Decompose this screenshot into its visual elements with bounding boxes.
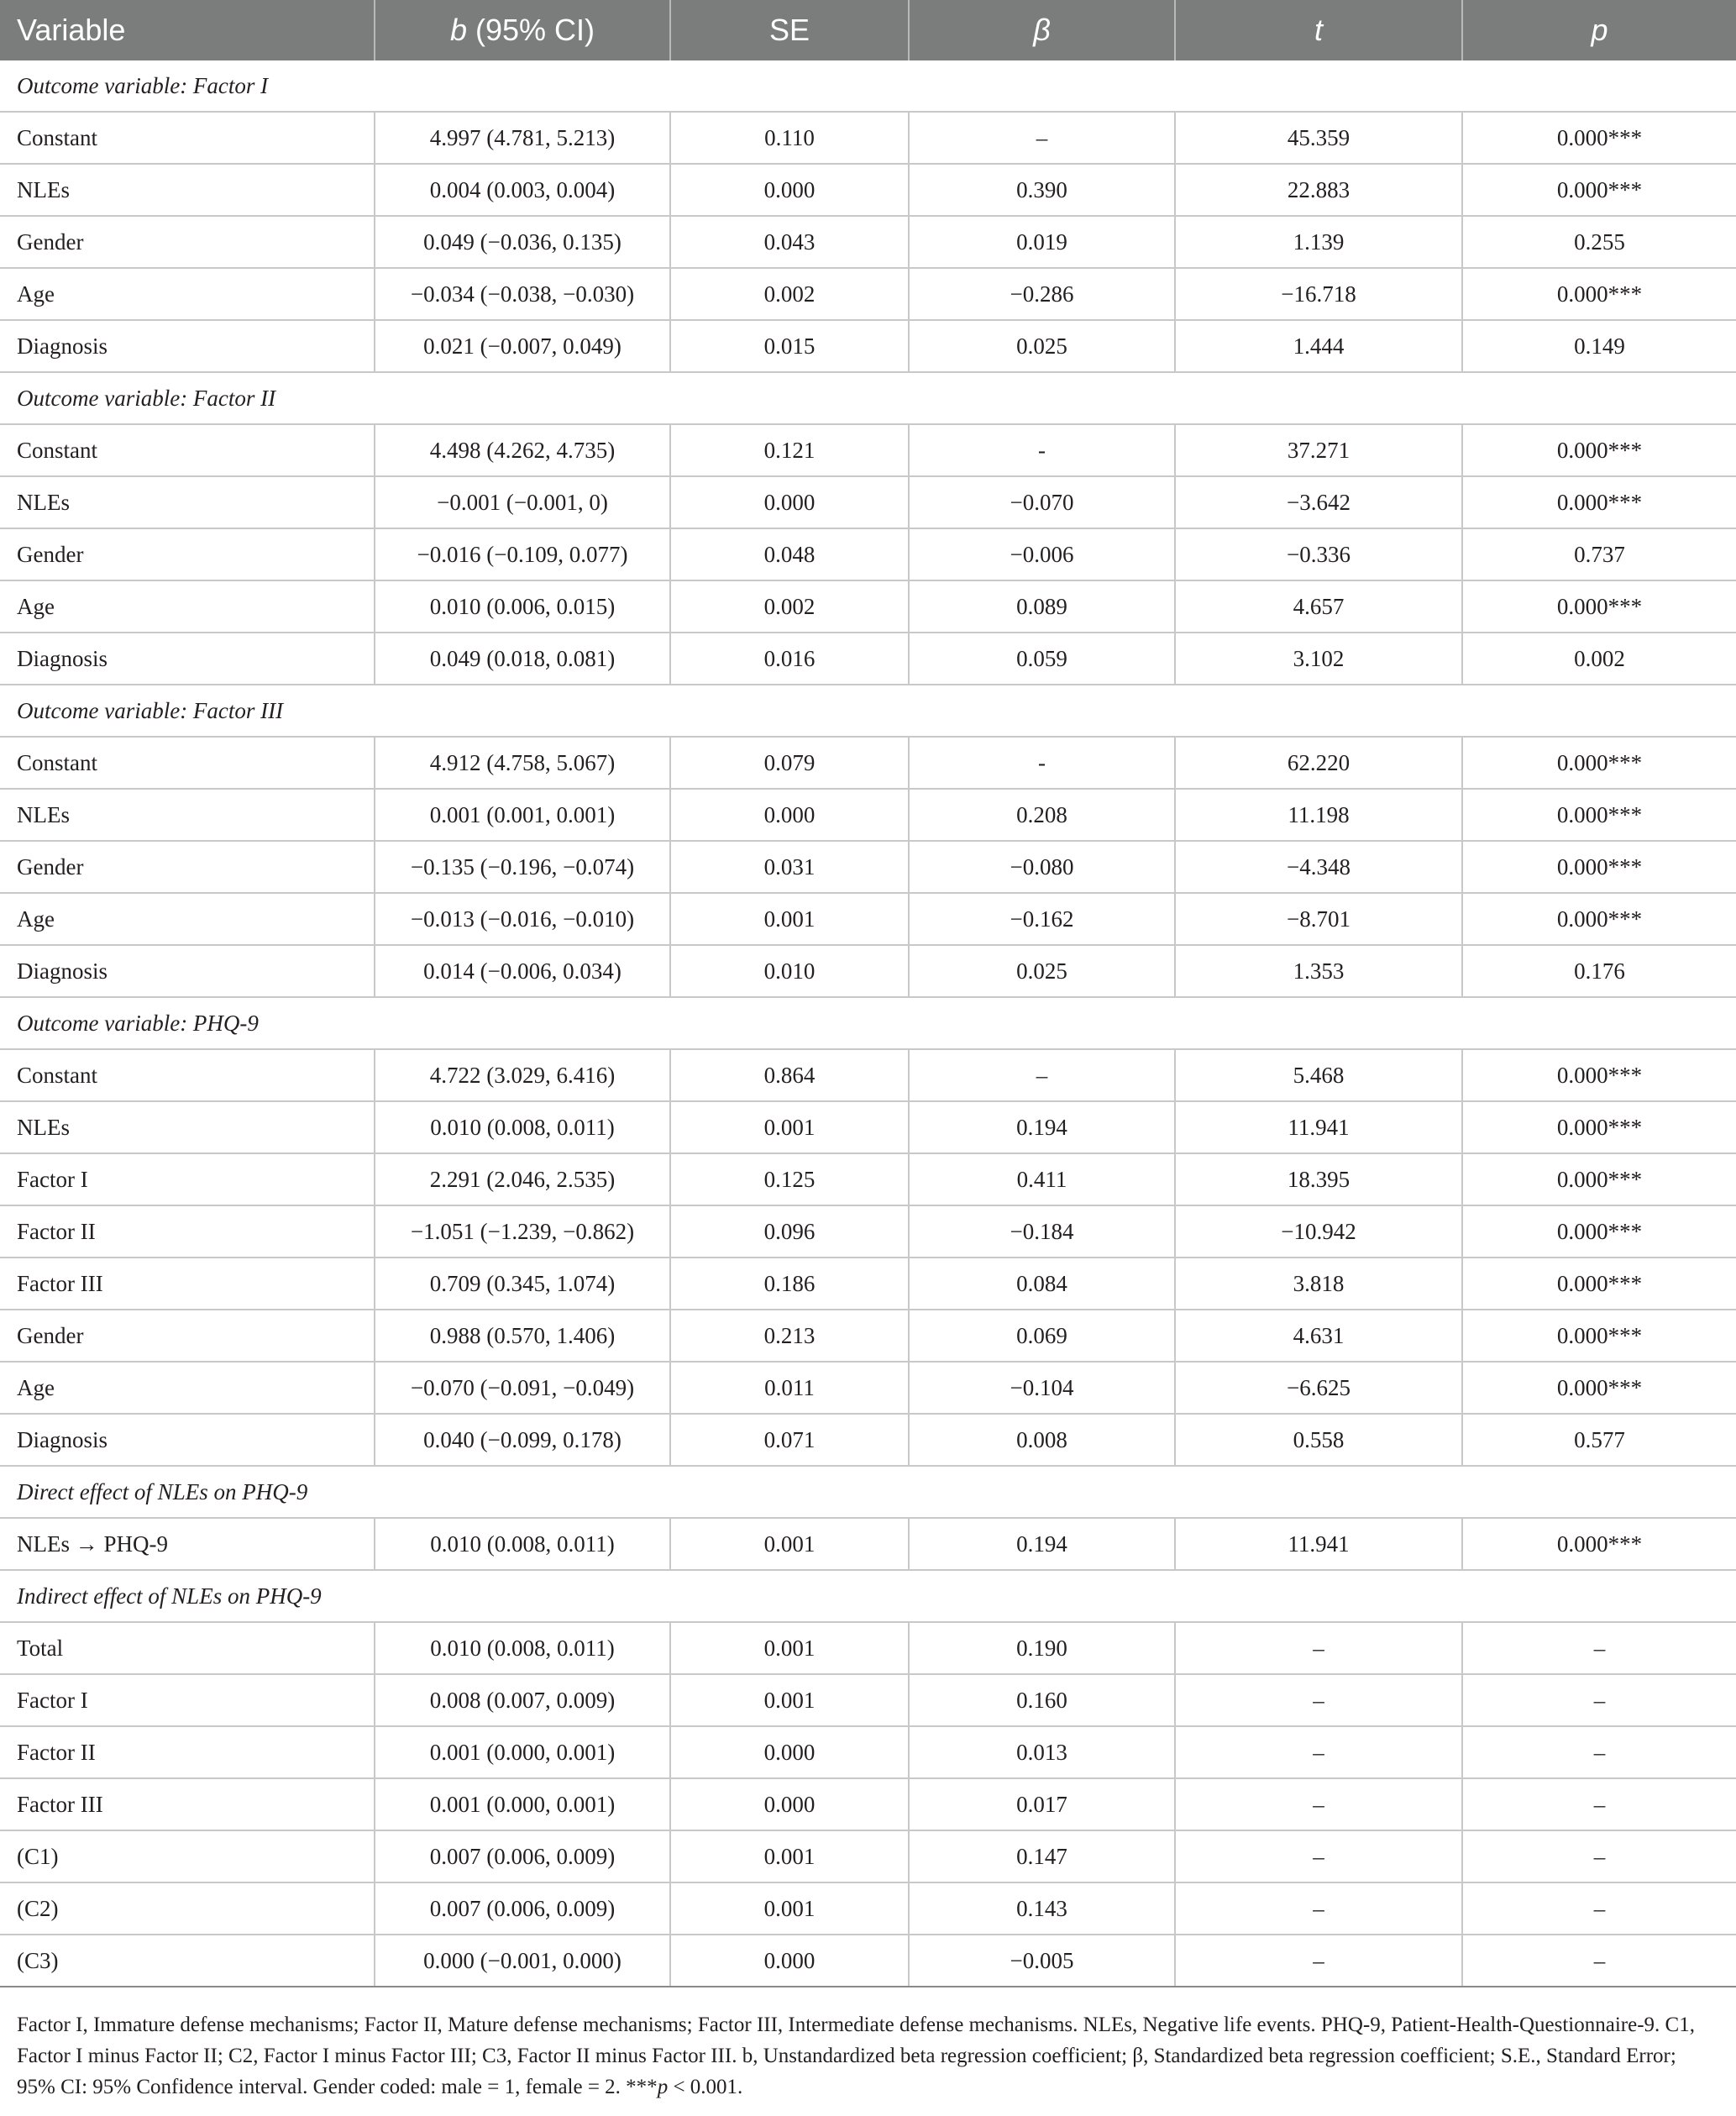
se-cell: 0.001 <box>670 1882 909 1935</box>
b-ci-cell: 0.049 (−0.036, 0.135) <box>375 216 670 268</box>
variable-cell: (C2) <box>0 1882 375 1935</box>
p-cell: – <box>1462 1830 1736 1882</box>
variable-cell: Age <box>0 1362 375 1414</box>
table-row <box>0 1674 1736 1726</box>
p-cell: 0.577 <box>1462 1414 1736 1466</box>
se-cell: 0.010 <box>670 945 909 997</box>
p-cell: 0.002 <box>1462 633 1736 685</box>
b-ci-cell: 0.004 (0.003, 0.004) <box>375 164 670 216</box>
se-cell: 0.213 <box>670 1310 909 1362</box>
table-row <box>0 1310 1736 1362</box>
b-ci-cell: 0.040 (−0.099, 0.178) <box>375 1414 670 1466</box>
section-row <box>0 60 1736 112</box>
p-cell: 0.000*** <box>1462 112 1736 164</box>
se-cell: 0.043 <box>670 216 909 268</box>
p-cell: – <box>1462 1674 1736 1726</box>
beta-cell: −0.162 <box>909 893 1175 945</box>
variable-cell: Factor II <box>0 1726 375 1778</box>
section-heading: Indirect effect of NLEs on PHQ-9 <box>0 1570 1736 1622</box>
beta-cell: 0.025 <box>909 945 1175 997</box>
beta-cell: 0.084 <box>909 1258 1175 1310</box>
beta-cell: 0.160 <box>909 1674 1175 1726</box>
variable-cell: Diagnosis <box>0 945 375 997</box>
table-row <box>0 476 1736 528</box>
table-row <box>0 216 1736 268</box>
t-cell: – <box>1175 1830 1462 1882</box>
header-p <box>1462 0 1736 60</box>
table-row <box>0 1830 1736 1882</box>
p-cell: 0.000*** <box>1462 164 1736 216</box>
table-row <box>0 1935 1736 1987</box>
beta-cell: 0.069 <box>909 1310 1175 1362</box>
se-cell: 0.011 <box>670 1362 909 1414</box>
table-row <box>0 424 1736 476</box>
b-ci-cell: 0.008 (0.007, 0.009) <box>375 1674 670 1726</box>
beta-cell: 0.089 <box>909 580 1175 633</box>
variable-cell: NLEs <box>0 789 375 841</box>
beta-cell: 0.019 <box>909 216 1175 268</box>
table-row <box>0 789 1736 841</box>
variable-cell: NLEs <box>0 476 375 528</box>
b-ci-cell: 0.001 (0.000, 0.001) <box>375 1778 670 1830</box>
table-row <box>0 1518 1736 1570</box>
t-cell: 18.395 <box>1175 1153 1462 1205</box>
se-cell: 0.001 <box>670 893 909 945</box>
variable-cell: Factor III <box>0 1258 375 1310</box>
section-row <box>0 685 1736 737</box>
variable-cell: Constant <box>0 737 375 789</box>
beta-cell: −0.006 <box>909 528 1175 580</box>
b-ci-cell: 0.988 (0.570, 1.406) <box>375 1310 670 1362</box>
table-row <box>0 1414 1736 1466</box>
table-row <box>0 1362 1736 1414</box>
variable-cell: Constant <box>0 1049 375 1101</box>
b-ci-cell: 0.001 (0.001, 0.001) <box>375 789 670 841</box>
variable-cell: Factor I <box>0 1153 375 1205</box>
se-cell: 0.121 <box>670 424 909 476</box>
table-footnote <box>17 2009 1713 2103</box>
variable-cell: Total <box>0 1622 375 1674</box>
variable-cell: Gender <box>0 1310 375 1362</box>
variable-cell: Gender <box>0 216 375 268</box>
header-b-suffix: (95% CI) <box>466 13 595 47</box>
se-cell: 0.110 <box>670 112 909 164</box>
table-header <box>0 0 1736 60</box>
se-cell: 0.001 <box>670 1622 909 1674</box>
b-ci-cell: −0.070 (−0.091, −0.049) <box>375 1362 670 1414</box>
footnote-p-letter: p <box>657 2076 669 2098</box>
table-body <box>0 60 1736 1987</box>
beta-cell: 0.390 <box>909 164 1175 216</box>
t-cell: 11.941 <box>1175 1518 1462 1570</box>
b-ci-cell: −0.135 (−0.196, −0.074) <box>375 841 670 893</box>
se-cell: 0.048 <box>670 528 909 580</box>
t-cell: −0.336 <box>1175 528 1462 580</box>
p-cell: 0.000*** <box>1462 424 1736 476</box>
se-cell: 0.000 <box>670 476 909 528</box>
p-cell: 0.737 <box>1462 528 1736 580</box>
table-row <box>0 633 1736 685</box>
p-cell: 0.000*** <box>1462 1518 1736 1570</box>
t-cell: −6.625 <box>1175 1362 1462 1414</box>
beta-cell: −0.286 <box>909 268 1175 320</box>
variable-cell: NLEs <box>0 164 375 216</box>
beta-cell: 0.208 <box>909 789 1175 841</box>
table-row <box>0 1101 1736 1153</box>
b-ci-cell: 0.007 (0.006, 0.009) <box>375 1830 670 1882</box>
header-variable: Variable <box>0 0 375 60</box>
variable-cell: (C3) <box>0 1935 375 1987</box>
p-cell: 0.000*** <box>1462 476 1736 528</box>
section-heading: Outcome variable: Factor III <box>0 685 1736 737</box>
t-cell: 0.558 <box>1175 1414 1462 1466</box>
t-cell: – <box>1175 1726 1462 1778</box>
beta-cell: 0.190 <box>909 1622 1175 1674</box>
table-row <box>0 893 1736 945</box>
p-cell: 0.000*** <box>1462 1205 1736 1258</box>
beta-cell: 0.059 <box>909 633 1175 685</box>
variable-cell: Constant <box>0 424 375 476</box>
variable-cell: Factor II <box>0 1205 375 1258</box>
t-cell: −10.942 <box>1175 1205 1462 1258</box>
beta-cell: - <box>909 737 1175 789</box>
table-row <box>0 737 1736 789</box>
t-cell: 5.468 <box>1175 1049 1462 1101</box>
t-cell: 22.883 <box>1175 164 1462 216</box>
b-ci-cell: 4.722 (3.029, 6.416) <box>375 1049 670 1101</box>
t-cell: 37.271 <box>1175 424 1462 476</box>
beta-cell: −0.080 <box>909 841 1175 893</box>
beta-cell: 0.025 <box>909 320 1175 372</box>
p-cell: 0.000*** <box>1462 1153 1736 1205</box>
table-row <box>0 164 1736 216</box>
beta-cell: 0.194 <box>909 1101 1175 1153</box>
b-ci-cell: 0.001 (0.000, 0.001) <box>375 1726 670 1778</box>
section-heading: Outcome variable: Factor I <box>0 60 1736 112</box>
b-ci-cell: 0.010 (0.006, 0.015) <box>375 580 670 633</box>
p-cell: – <box>1462 1778 1736 1830</box>
section-row <box>0 1570 1736 1622</box>
table-row <box>0 945 1736 997</box>
se-cell: 0.016 <box>670 633 909 685</box>
header-beta-symbol: β <box>1033 13 1051 47</box>
beta-cell: 0.008 <box>909 1414 1175 1466</box>
beta-cell: 0.411 <box>909 1153 1175 1205</box>
b-ci-cell: 4.912 (4.758, 5.067) <box>375 737 670 789</box>
section-row <box>0 1466 1736 1518</box>
se-cell: 0.000 <box>670 164 909 216</box>
beta-cell: −0.005 <box>909 1935 1175 1987</box>
p-cell: 0.000*** <box>1462 1258 1736 1310</box>
beta-cell: – <box>909 112 1175 164</box>
t-cell: – <box>1175 1674 1462 1726</box>
b-ci-cell: 0.010 (0.008, 0.011) <box>375 1518 670 1570</box>
beta-cell: 0.013 <box>909 1726 1175 1778</box>
b-ci-cell: 0.049 (0.018, 0.081) <box>375 633 670 685</box>
variable-cell: NLEs <box>0 1101 375 1153</box>
header-t <box>1175 0 1462 60</box>
p-cell: 0.000*** <box>1462 893 1736 945</box>
beta-cell: – <box>909 1049 1175 1101</box>
p-cell: 0.255 <box>1462 216 1736 268</box>
se-cell: 0.071 <box>670 1414 909 1466</box>
table-row <box>0 1205 1736 1258</box>
t-cell: – <box>1175 1935 1462 1987</box>
variable-cell: Diagnosis <box>0 633 375 685</box>
se-cell: 0.031 <box>670 841 909 893</box>
variable-cell: Diagnosis <box>0 1414 375 1466</box>
beta-cell: 0.194 <box>909 1518 1175 1570</box>
b-ci-cell: −0.013 (−0.016, −0.010) <box>375 893 670 945</box>
se-cell: 0.000 <box>670 789 909 841</box>
beta-cell: 0.017 <box>909 1778 1175 1830</box>
header-t-symbol: t <box>1314 13 1323 47</box>
se-cell: 0.015 <box>670 320 909 372</box>
t-cell: 11.941 <box>1175 1101 1462 1153</box>
footnote-main: Factor I, Immature defense mechanisms; Factor II, Mature defense mechanisms; Factor III, Intermediate defense mechanisms. NLEs, Negative life events. PHQ-9, Patient-Health-Questionnaire-9. C1, Factor I minus Factor II; C2, Factor I minus Factor III; C3, Factor II minus Factor III. b, Unstandardized beta regression coefficient; β, Standardized beta regression coefficient; S.E., Standard Error; 95% CI: 95% Confidence interval. Gender coded: male = 1, female = 2. *** <box>17 2014 1695 2098</box>
b-ci-cell: 0.014 (−0.006, 0.034) <box>375 945 670 997</box>
se-cell: 0.001 <box>670 1674 909 1726</box>
p-cell: 0.000*** <box>1462 1049 1736 1101</box>
p-cell: – <box>1462 1726 1736 1778</box>
table-row <box>0 268 1736 320</box>
table-row <box>0 1258 1736 1310</box>
beta-cell: −0.104 <box>909 1362 1175 1414</box>
se-cell: 0.000 <box>670 1935 909 1987</box>
se-cell: 0.125 <box>670 1153 909 1205</box>
t-cell: −3.642 <box>1175 476 1462 528</box>
beta-cell: - <box>909 424 1175 476</box>
variable-cell: Age <box>0 893 375 945</box>
b-ci-cell: 0.000 (−0.001, 0.000) <box>375 1935 670 1987</box>
t-cell: 62.220 <box>1175 737 1462 789</box>
variable-cell: Constant <box>0 112 375 164</box>
p-cell: 0.000*** <box>1462 268 1736 320</box>
b-ci-cell: −0.034 (−0.038, −0.030) <box>375 268 670 320</box>
se-cell: 0.002 <box>670 268 909 320</box>
beta-cell: −0.184 <box>909 1205 1175 1258</box>
se-cell: 0.001 <box>670 1830 909 1882</box>
t-cell: 1.139 <box>1175 216 1462 268</box>
p-cell: 0.149 <box>1462 320 1736 372</box>
t-cell: 11.198 <box>1175 789 1462 841</box>
t-cell: – <box>1175 1622 1462 1674</box>
b-ci-cell: 4.498 (4.262, 4.735) <box>375 424 670 476</box>
t-cell: −16.718 <box>1175 268 1462 320</box>
t-cell: 45.359 <box>1175 112 1462 164</box>
beta-cell: 0.147 <box>909 1830 1175 1882</box>
b-ci-cell: 0.010 (0.008, 0.011) <box>375 1101 670 1153</box>
se-cell: 0.002 <box>670 580 909 633</box>
header-se: SE <box>670 0 909 60</box>
se-cell: 0.000 <box>670 1778 909 1830</box>
variable-cell: Age <box>0 580 375 633</box>
header-p-symbol: p <box>1591 13 1608 47</box>
se-cell: 0.000 <box>670 1726 909 1778</box>
b-ci-cell: −1.051 (−1.239, −0.862) <box>375 1205 670 1258</box>
t-cell: 4.657 <box>1175 580 1462 633</box>
p-cell: 0.000*** <box>1462 841 1736 893</box>
t-cell: – <box>1175 1778 1462 1830</box>
table-row <box>0 1726 1736 1778</box>
p-cell: 0.000*** <box>1462 1310 1736 1362</box>
p-cell: 0.000*** <box>1462 580 1736 633</box>
b-ci-cell: 0.709 (0.345, 1.074) <box>375 1258 670 1310</box>
p-cell: – <box>1462 1882 1736 1935</box>
table-row <box>0 1049 1736 1101</box>
b-ci-cell: 4.997 (4.781, 5.213) <box>375 112 670 164</box>
section-heading: Outcome variable: Factor II <box>0 372 1736 424</box>
t-cell: 3.102 <box>1175 633 1462 685</box>
header-beta <box>909 0 1175 60</box>
table-row <box>0 580 1736 633</box>
b-ci-cell: 2.291 (2.046, 2.535) <box>375 1153 670 1205</box>
variable-cell: NLEs → PHQ-9 <box>0 1518 375 1570</box>
t-cell: 4.631 <box>1175 1310 1462 1362</box>
variable-cell: Gender <box>0 528 375 580</box>
variable-cell: Age <box>0 268 375 320</box>
t-cell: – <box>1175 1882 1462 1935</box>
se-cell: 0.079 <box>670 737 909 789</box>
variable-cell: Factor I <box>0 1674 375 1726</box>
t-cell: 1.353 <box>1175 945 1462 997</box>
variable-cell: Factor III <box>0 1778 375 1830</box>
p-cell: – <box>1462 1935 1736 1987</box>
se-cell: 0.186 <box>670 1258 909 1310</box>
se-cell: 0.864 <box>670 1049 909 1101</box>
p-cell: 0.000*** <box>1462 737 1736 789</box>
table-row <box>0 1622 1736 1674</box>
table-row <box>0 1778 1736 1830</box>
table-row <box>0 528 1736 580</box>
variable-cell: Gender <box>0 841 375 893</box>
section-row <box>0 997 1736 1049</box>
section-heading: Direct effect of NLEs on PHQ-9 <box>0 1466 1736 1518</box>
table-row <box>0 841 1736 893</box>
b-ci-cell: −0.001 (−0.001, 0) <box>375 476 670 528</box>
table-row <box>0 1882 1736 1935</box>
t-cell: −4.348 <box>1175 841 1462 893</box>
b-ci-cell: 0.010 (0.008, 0.011) <box>375 1622 670 1674</box>
p-cell: 0.000*** <box>1462 1101 1736 1153</box>
section-row <box>0 372 1736 424</box>
t-cell: 3.818 <box>1175 1258 1462 1310</box>
header-b-letter: b <box>449 13 467 47</box>
se-cell: 0.001 <box>670 1518 909 1570</box>
table-row <box>0 1153 1736 1205</box>
t-cell: −8.701 <box>1175 893 1462 945</box>
variable-cell: (C1) <box>0 1830 375 1882</box>
se-cell: 0.001 <box>670 1101 909 1153</box>
se-cell: 0.096 <box>670 1205 909 1258</box>
variable-cell: Diagnosis <box>0 320 375 372</box>
section-heading: Outcome variable: PHQ-9 <box>0 997 1736 1049</box>
table-row <box>0 112 1736 164</box>
b-ci-cell: −0.016 (−0.109, 0.077) <box>375 528 670 580</box>
p-cell: 0.000*** <box>1462 1362 1736 1414</box>
b-ci-cell: 0.007 (0.006, 0.009) <box>375 1882 670 1935</box>
footnote-tail: < 0.001. <box>668 2076 743 2098</box>
p-cell: 0.000*** <box>1462 789 1736 841</box>
t-cell: 1.444 <box>1175 320 1462 372</box>
beta-cell: 0.143 <box>909 1882 1175 1935</box>
header-b-ci <box>375 0 670 60</box>
p-cell: 0.176 <box>1462 945 1736 997</box>
b-ci-cell: 0.021 (−0.007, 0.049) <box>375 320 670 372</box>
table-row <box>0 320 1736 372</box>
p-cell: – <box>1462 1622 1736 1674</box>
beta-cell: −0.070 <box>909 476 1175 528</box>
